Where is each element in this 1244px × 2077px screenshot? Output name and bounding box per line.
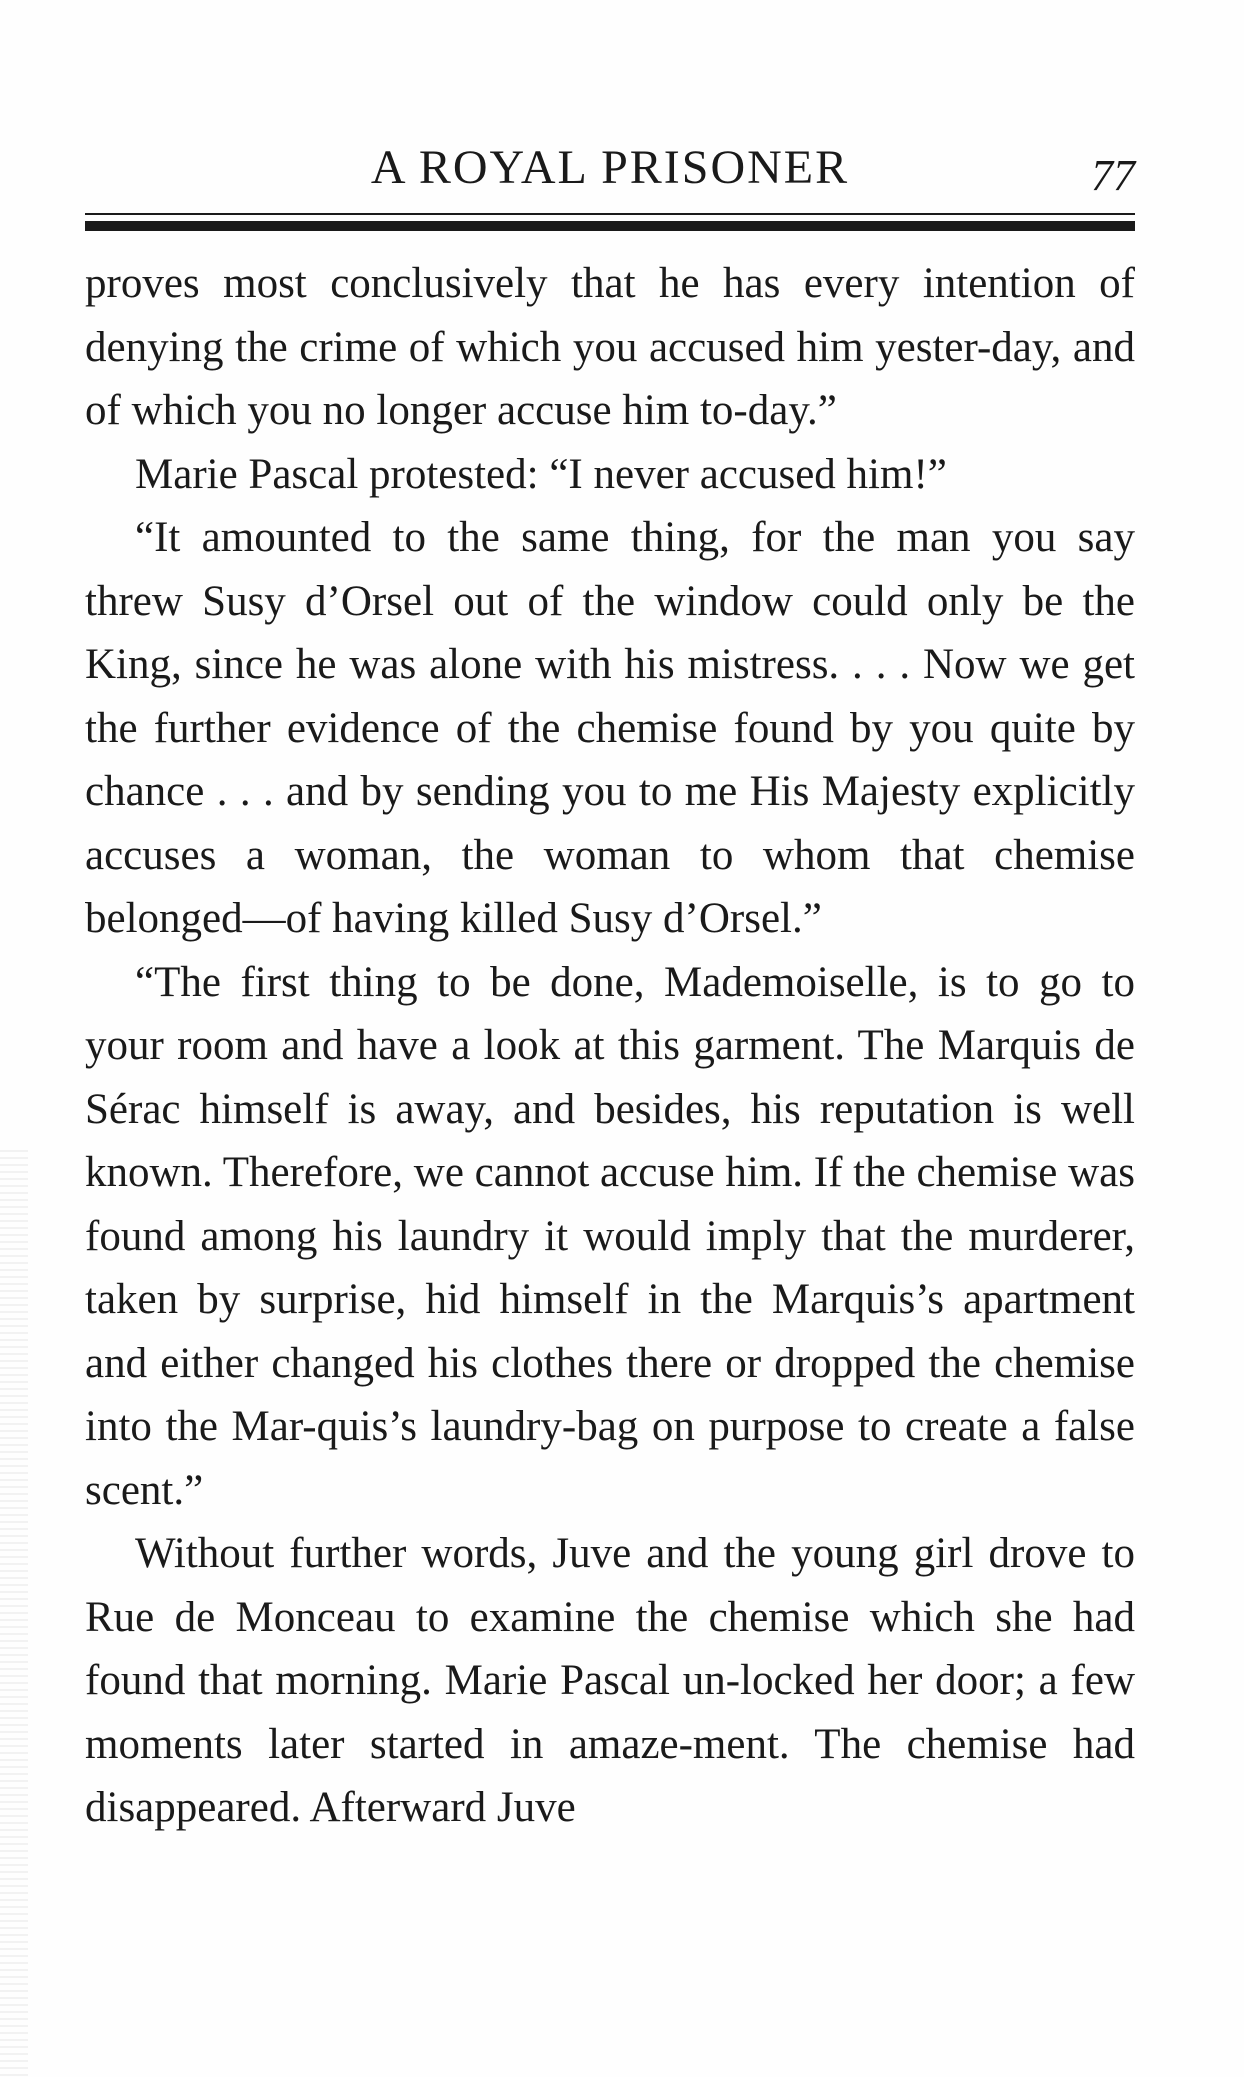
header-rule-thick	[85, 221, 1135, 231]
paragraph: Without further words, Juve and the young girl drove to Rue de Monceau to examine the chemise which she had found that morning. Marie Pascal un-locked her door; a few moments later started in amaze-ment. The chemise had disappeared. Afterward Juve	[85, 1530, 1135, 1831]
paragraph-continued: proves most conclusively that he has every intention of denying the crime of which you accused him yester-day, and of which you no longer accuse him to-day.”	[85, 260, 1135, 434]
header-rule-thin	[85, 213, 1135, 215]
paragraph: “It amounted to the same thing, for the man you say threw Susy d’Orsel out of the window could only be the King, since he was alone with his mistress. . . . Now we get the further evidence of the chemise found by you quite by chance . . . and by sending you to me His Majesty explicitly accuses a woman, the woman to whom that chemise belonged—of having killed Susy d’Orsel.”	[85, 514, 1135, 942]
paragraph: Marie Pascal protested: “I never accused him!”	[135, 450, 947, 498]
body-text	[85, 252, 1135, 1840]
paragraph: “The first thing to be done, Mademoiselle, is to go to your room and have a look at this garment. The Marquis de Sérac himself is away, and besides, his reputation is well known. Therefore, we cannot accuse him. If the chemise was found among his laundry it would imply that the murderer, taken by surprise, hid himself in the Marquis’s apartment and either changed his clothes there or dropped the chemise into the Mar-quis’s laundry-bag on purpose to create a false scent.”	[85, 958, 1135, 1514]
running-title: A ROYAL PRISONER	[370, 141, 850, 194]
scan-edge-speckle	[0, 1150, 28, 2077]
page-header	[85, 138, 1135, 198]
page-number: 77	[1091, 151, 1135, 200]
